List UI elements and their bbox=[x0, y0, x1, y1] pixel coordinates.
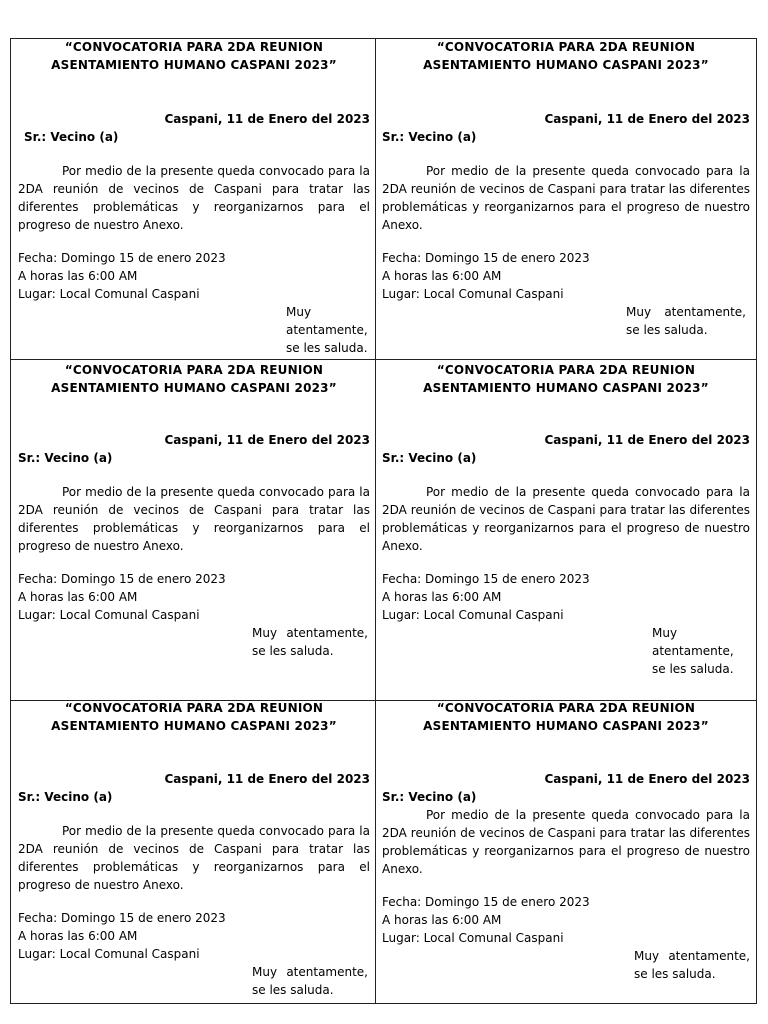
title-line: “CONVOCATORIA PARA 2DA REUNION bbox=[64, 40, 324, 54]
meeting-details bbox=[18, 570, 370, 624]
notice-closing: Muy atentamente, se les saluda. bbox=[252, 626, 368, 658]
title-line: “CONVOCATORIA PARA 2DA REUNION bbox=[64, 363, 324, 377]
notice-card bbox=[382, 361, 750, 678]
row-divider-1 bbox=[10, 359, 757, 360]
meeting-date: Fecha: Domingo 15 de enero 2023 bbox=[18, 572, 226, 586]
notice-title bbox=[18, 361, 370, 397]
meeting-place: Lugar: Local Comunal Caspani bbox=[382, 608, 564, 622]
meeting-time: A horas las 6:00 AM bbox=[382, 269, 502, 283]
notice-card bbox=[18, 38, 370, 357]
notice-date: Caspani, 11 de Enero del 2023 bbox=[544, 112, 750, 126]
meeting-details bbox=[382, 570, 750, 624]
notice-body: Por medio de la presente queda convocado para la 2DA reunión de vecinos de Caspani para tratar las diferentes problemáticas y reorganizarnos para el progreso de nuestro Anexo. bbox=[382, 485, 750, 553]
meeting-details bbox=[382, 893, 750, 947]
meeting-place: Lugar: Local Comunal Caspani bbox=[382, 287, 564, 301]
meeting-time: A horas las 6:00 AM bbox=[18, 590, 138, 604]
meeting-details bbox=[18, 909, 370, 963]
meeting-date: Fecha: Domingo 15 de enero 2023 bbox=[382, 572, 590, 586]
notice-closing: Muy atentamente, se les saluda. bbox=[626, 305, 746, 337]
meeting-date: Fecha: Domingo 15 de enero 2023 bbox=[18, 911, 226, 925]
notice-addressee: Sr.: Vecino (a) bbox=[382, 790, 477, 804]
title-line: ASENTAMIENTO HUMANO CASPANI 2023” bbox=[423, 719, 709, 733]
meeting-date: Fecha: Domingo 15 de enero 2023 bbox=[382, 251, 590, 265]
meeting-details bbox=[18, 249, 370, 303]
meeting-time: A horas las 6:00 AM bbox=[382, 913, 502, 927]
meeting-place: Lugar: Local Comunal Caspani bbox=[382, 931, 564, 945]
title-line: ASENTAMIENTO HUMANO CASPANI 2023” bbox=[51, 381, 337, 395]
notice-closing: Muy atentamente, se les saluda. bbox=[252, 965, 368, 997]
meeting-date: Fecha: Domingo 15 de enero 2023 bbox=[382, 895, 590, 909]
notice-body: Por medio de la presente queda convocado para la 2DA reunión de vecinos de Caspani para tratar las diferentes problemáticas y reorganizarnos para el progreso de nuestro Anexo. bbox=[382, 164, 750, 232]
notice-addressee: Sr.: Vecino (a) bbox=[24, 130, 119, 144]
title-line: ASENTAMIENTO HUMANO CASPANI 2023” bbox=[51, 719, 337, 733]
notice-closing: Muy atentamente, se les saluda. bbox=[634, 949, 750, 981]
notice-card bbox=[382, 699, 750, 983]
notice-body: Por medio de la presente queda convocado para la 2DA reunión de vecinos de Caspani para tratar las diferentes problemáticas y reorganizarnos para el progreso de nuestro Anexo. bbox=[18, 824, 370, 892]
title-line: “CONVOCATORIA PARA 2DA REUNION bbox=[64, 701, 324, 715]
notice-closing: Muy atentamente, se les saluda. bbox=[652, 626, 734, 676]
notice-date: Caspani, 11 de Enero del 2023 bbox=[544, 433, 750, 447]
notice-addressee: Sr.: Vecino (a) bbox=[382, 451, 477, 465]
meeting-date: Fecha: Domingo 15 de enero 2023 bbox=[18, 251, 226, 265]
column-divider bbox=[375, 38, 376, 1004]
title-line: ASENTAMIENTO HUMANO CASPANI 2023” bbox=[51, 58, 337, 72]
notice-date: Caspani, 11 de Enero del 2023 bbox=[544, 772, 750, 786]
notice-addressee: Sr.: Vecino (a) bbox=[18, 790, 113, 804]
notice-title bbox=[382, 38, 750, 74]
notice-card bbox=[382, 38, 750, 339]
notice-title bbox=[18, 38, 370, 74]
notice-addressee: Sr.: Vecino (a) bbox=[382, 130, 477, 144]
meeting-place: Lugar: Local Comunal Caspani bbox=[18, 287, 200, 301]
title-line: “CONVOCATORIA PARA 2DA REUNION bbox=[436, 363, 696, 377]
title-line: ASENTAMIENTO HUMANO CASPANI 2023” bbox=[423, 381, 709, 395]
meeting-place: Lugar: Local Comunal Caspani bbox=[18, 608, 200, 622]
notice-card bbox=[18, 699, 370, 999]
notice-closing: Muy atentamente, se les saluda. bbox=[286, 305, 368, 355]
meeting-place: Lugar: Local Comunal Caspani bbox=[18, 947, 200, 961]
notice-addressee: Sr.: Vecino (a) bbox=[18, 451, 113, 465]
notice-title bbox=[382, 361, 750, 397]
title-line: ASENTAMIENTO HUMANO CASPANI 2023” bbox=[423, 58, 709, 72]
notice-body: Por medio de la presente queda convocado para la 2DA reunión de vecinos de Caspani para tratar las diferentes problemáticas y reorganizarnos para el progreso de nuestro Anexo. bbox=[382, 808, 750, 876]
meeting-time: A horas las 6:00 AM bbox=[18, 269, 138, 283]
notice-body: Por medio de la presente queda convocado para la 2DA reunión de vecinos de Caspani para tratar las diferentes problemáticas y reorganizarnos para el progreso de nuestro Anexo. bbox=[18, 164, 370, 232]
title-line: “CONVOCATORIA PARA 2DA REUNION bbox=[436, 40, 696, 54]
notice-date: Caspani, 11 de Enero del 2023 bbox=[164, 433, 370, 447]
meeting-details bbox=[382, 249, 750, 303]
title-line: “CONVOCATORIA PARA 2DA REUNION bbox=[436, 701, 696, 715]
notice-date: Caspani, 11 de Enero del 2023 bbox=[164, 112, 370, 126]
notice-title bbox=[382, 699, 750, 735]
notice-body: Por medio de la presente queda convocado para la 2DA reunión de vecinos de Caspani para tratar las diferentes problemáticas y reorganizarnos para el progreso de nuestro Anexo. bbox=[18, 485, 370, 553]
meeting-time: A horas las 6:00 AM bbox=[382, 590, 502, 604]
notice-card bbox=[18, 361, 370, 660]
notice-date: Caspani, 11 de Enero del 2023 bbox=[164, 772, 370, 786]
meeting-time: A horas las 6:00 AM bbox=[18, 929, 138, 943]
notice-title bbox=[18, 699, 370, 735]
